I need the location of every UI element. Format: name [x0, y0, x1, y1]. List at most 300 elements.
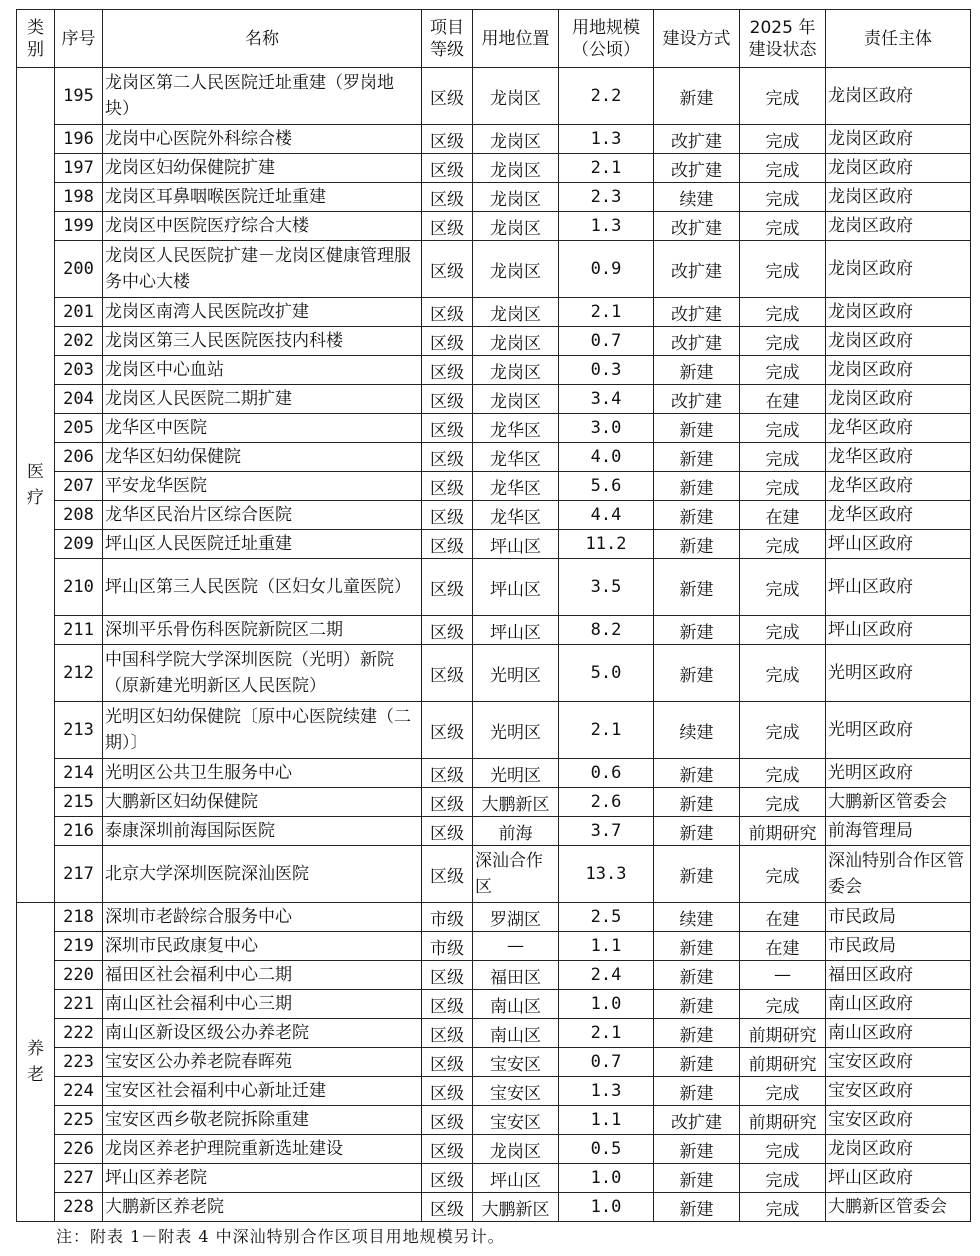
seq-cell: 209: [55, 530, 103, 559]
location-cell: 龙华区: [473, 443, 559, 472]
table-row: [17, 212, 971, 241]
method-cell: 新建: [654, 530, 740, 559]
category-char: 养: [27, 1039, 44, 1059]
location-cell: 福田区: [473, 961, 559, 990]
owner-cell: 龙岗区政府: [826, 183, 971, 212]
table-row: [17, 702, 971, 759]
method-cell: 改扩建: [654, 125, 740, 154]
category-char: 医: [27, 462, 44, 482]
seq-cell: 208: [55, 501, 103, 530]
header-name: 名称: [103, 10, 422, 68]
method-cell: 新建: [654, 1135, 740, 1164]
name-cell: 龙岗区人民医院扩建－龙岗区健康管理服务中心大楼: [103, 241, 422, 298]
method-cell: 新建: [654, 1077, 740, 1106]
location-cell: 南山区: [473, 1019, 559, 1048]
status-cell: 完成: [740, 68, 826, 125]
name-cell: 光明区公共卫生服务中心: [103, 759, 422, 788]
method-cell: 新建: [654, 817, 740, 846]
seq-cell: 217: [55, 846, 103, 903]
status-cell: 完成: [740, 616, 826, 645]
seq-cell: 201: [55, 298, 103, 327]
seq-cell: 213: [55, 702, 103, 759]
status-cell: 完成: [740, 702, 826, 759]
seq-cell: 225: [55, 1106, 103, 1135]
name-cell: 龙岗区中心血站: [103, 356, 422, 385]
level-cell: 区级: [422, 1106, 473, 1135]
scale-cell: 0.5: [559, 1135, 654, 1164]
table-row: [17, 1048, 971, 1077]
status-cell: 完成: [740, 212, 826, 241]
table-row: [17, 990, 971, 1019]
location-cell: 龙岗区: [473, 183, 559, 212]
status-cell: 完成: [740, 645, 826, 702]
status-cell: 完成: [740, 788, 826, 817]
owner-cell: 龙岗区政府: [826, 298, 971, 327]
status-cell: 完成: [740, 530, 826, 559]
owner-cell: 龙岗区政府: [826, 1135, 971, 1164]
owner-cell: 坪山区政府: [826, 559, 971, 616]
scale-cell: 2.1: [559, 1019, 654, 1048]
seq-cell: 196: [55, 125, 103, 154]
scale-cell: 1.1: [559, 1106, 654, 1135]
table-row: [17, 559, 971, 616]
name-cell: 龙岗区南湾人民医院改扩建: [103, 298, 422, 327]
table-row: [17, 154, 971, 183]
seq-cell: 221: [55, 990, 103, 1019]
owner-cell: 市民政局: [826, 932, 971, 961]
scale-cell: 2.1: [559, 298, 654, 327]
level-cell: 区级: [422, 1193, 473, 1222]
table-row: [17, 846, 971, 903]
scale-cell: 2.1: [559, 702, 654, 759]
location-cell: 龙岗区: [473, 1135, 559, 1164]
status-cell: 完成: [740, 327, 826, 356]
header-seq: 序号: [55, 10, 103, 68]
level-cell: 区级: [422, 298, 473, 327]
status-cell: 完成: [740, 1135, 826, 1164]
location-cell: 龙岗区: [473, 154, 559, 183]
name-cell: 龙岗区第三人民医院医技内科楼: [103, 327, 422, 356]
scale-cell: 0.3: [559, 356, 654, 385]
seq-cell: 227: [55, 1164, 103, 1193]
seq-cell: 226: [55, 1135, 103, 1164]
owner-cell: 大鹏新区管委会: [826, 1193, 971, 1222]
status-cell: 前期研究: [740, 817, 826, 846]
level-cell: 区级: [422, 961, 473, 990]
scale-cell: 2.5: [559, 903, 654, 932]
seq-cell: 210: [55, 559, 103, 616]
level-cell: 区级: [422, 1164, 473, 1193]
owner-cell: 龙岗区政府: [826, 356, 971, 385]
table-row: [17, 472, 971, 501]
level-cell: 区级: [422, 616, 473, 645]
status-cell: 完成: [740, 1077, 826, 1106]
status-cell: 完成: [740, 1193, 826, 1222]
table-row: [17, 616, 971, 645]
method-cell: 新建: [654, 932, 740, 961]
scale-cell: 11.2: [559, 530, 654, 559]
status-cell: 完成: [740, 559, 826, 616]
owner-cell: 龙岗区政府: [826, 212, 971, 241]
table-row: [17, 327, 971, 356]
table-row: [17, 961, 971, 990]
owner-cell: 深汕特别合作区管委会: [826, 846, 971, 903]
status-cell: 在建: [740, 903, 826, 932]
level-cell: 区级: [422, 759, 473, 788]
owner-cell: 龙华区政府: [826, 472, 971, 501]
method-cell: 新建: [654, 559, 740, 616]
level-cell: 区级: [422, 1077, 473, 1106]
name-cell: 龙岗中心医院外科综合楼: [103, 125, 422, 154]
level-cell: 区级: [422, 327, 473, 356]
seq-cell: 205: [55, 414, 103, 443]
table-row: [17, 903, 971, 932]
table-row: [17, 1077, 971, 1106]
scale-cell: 1.0: [559, 990, 654, 1019]
name-cell: 深圳市老龄综合服务中心: [103, 903, 422, 932]
owner-cell: 龙岗区政府: [826, 327, 971, 356]
level-cell: 区级: [422, 846, 473, 903]
category-char: 疗: [27, 488, 44, 508]
owner-cell: 前海管理局: [826, 817, 971, 846]
seq-cell: 204: [55, 385, 103, 414]
level-cell: 区级: [422, 183, 473, 212]
status-cell: 在建: [740, 501, 826, 530]
location-cell: 前海: [473, 817, 559, 846]
method-cell: 改扩建: [654, 212, 740, 241]
status-cell: 完成: [740, 241, 826, 298]
location-cell: 龙华区: [473, 472, 559, 501]
location-cell: 光明区: [473, 645, 559, 702]
owner-cell: 龙华区政府: [826, 501, 971, 530]
header-scale: 用地规模 （公顷）: [559, 10, 654, 68]
location-cell: 龙岗区: [473, 298, 559, 327]
header-method: 建设方式: [654, 10, 740, 68]
owner-cell: 坪山区政府: [826, 1164, 971, 1193]
owner-cell: 宝安区政府: [826, 1077, 971, 1106]
location-cell: 龙岗区: [473, 125, 559, 154]
scale-cell: 3.5: [559, 559, 654, 616]
seq-cell: 223: [55, 1048, 103, 1077]
method-cell: 续建: [654, 702, 740, 759]
seq-cell: 199: [55, 212, 103, 241]
location-cell: 宝安区: [473, 1077, 559, 1106]
table-row: [17, 1019, 971, 1048]
name-cell: 龙岗区耳鼻咽喉医院迁址重建: [103, 183, 422, 212]
method-cell: 新建: [654, 1164, 740, 1193]
footnote: 注：附表 1－附表 4 中深汕特别合作区项目用地规模另计。: [56, 1227, 505, 1246]
method-cell: 新建: [654, 961, 740, 990]
name-cell: 坪山区人民医院迁址重建: [103, 530, 422, 559]
location-cell: 坪山区: [473, 616, 559, 645]
location-cell: 深汕合作区: [473, 846, 559, 903]
table-row: [17, 932, 971, 961]
seq-cell: 218: [55, 903, 103, 932]
level-cell: 区级: [422, 559, 473, 616]
location-cell: 龙华区: [473, 414, 559, 443]
location-cell: 光明区: [473, 759, 559, 788]
status-cell: 完成: [740, 443, 826, 472]
level-cell: 区级: [422, 385, 473, 414]
owner-cell: 光明区政府: [826, 759, 971, 788]
status-cell: 完成: [740, 846, 826, 903]
name-cell: 深圳市民政康复中心: [103, 932, 422, 961]
method-cell: 新建: [654, 68, 740, 125]
name-cell: 中国科学院大学深圳医院（光明）新院（原新建光明新区人民医院）: [103, 645, 422, 702]
method-cell: 续建: [654, 903, 740, 932]
status-cell: 完成: [740, 990, 826, 1019]
table-row: [17, 241, 971, 298]
level-cell: 区级: [422, 241, 473, 298]
status-cell: 完成: [740, 154, 826, 183]
level-cell: 区级: [422, 990, 473, 1019]
table-row: [17, 385, 971, 414]
scale-cell: 5.6: [559, 472, 654, 501]
table-row: [17, 125, 971, 154]
owner-cell: 大鹏新区管委会: [826, 788, 971, 817]
scale-cell: 1.1: [559, 932, 654, 961]
level-cell: 区级: [422, 68, 473, 125]
scale-cell: 0.7: [559, 1048, 654, 1077]
level-cell: 市级: [422, 932, 473, 961]
header-category: 类 别: [17, 10, 55, 68]
table-row: [17, 530, 971, 559]
header-row: [17, 10, 971, 68]
location-cell: 大鹏新区: [473, 788, 559, 817]
scale-cell: 8.2: [559, 616, 654, 645]
table-row: [17, 1193, 971, 1222]
location-cell: 宝安区: [473, 1106, 559, 1135]
seq-cell: 200: [55, 241, 103, 298]
name-cell: 福田区社会福利中心二期: [103, 961, 422, 990]
location-cell: 龙岗区: [473, 327, 559, 356]
status-cell: 完成: [740, 414, 826, 443]
location-cell: —: [473, 932, 559, 961]
method-cell: 新建: [654, 846, 740, 903]
level-cell: 区级: [422, 212, 473, 241]
seq-cell: 197: [55, 154, 103, 183]
owner-cell: 市民政局: [826, 903, 971, 932]
owner-cell: 龙华区政府: [826, 443, 971, 472]
method-cell: 新建: [654, 1193, 740, 1222]
status-cell: 完成: [740, 759, 826, 788]
scale-cell: 2.1: [559, 154, 654, 183]
name-cell: 平安龙华医院: [103, 472, 422, 501]
seq-cell: 211: [55, 616, 103, 645]
level-cell: 区级: [422, 443, 473, 472]
name-cell: 宝安区西乡敬老院拆除重建: [103, 1106, 422, 1135]
table-row: [17, 645, 971, 702]
scale-cell: 4.4: [559, 501, 654, 530]
name-cell: 宝安区公办养老院春晖苑: [103, 1048, 422, 1077]
name-cell: 大鹏新区妇幼保健院: [103, 788, 422, 817]
table-body: [17, 68, 971, 1222]
name-cell: 泰康深圳前海国际医院: [103, 817, 422, 846]
level-cell: 区级: [422, 125, 473, 154]
status-cell: —: [740, 961, 826, 990]
location-cell: 龙岗区: [473, 356, 559, 385]
method-cell: 改扩建: [654, 327, 740, 356]
owner-cell: 龙岗区政府: [826, 68, 971, 125]
seq-cell: 206: [55, 443, 103, 472]
name-cell: 光明区妇幼保健院〔原中心医院续建（二期）〕: [103, 702, 422, 759]
table-row: [17, 356, 971, 385]
table-row: [17, 759, 971, 788]
scale-cell: 2.3: [559, 183, 654, 212]
method-cell: 新建: [654, 759, 740, 788]
owner-cell: 龙岗区政府: [826, 241, 971, 298]
category-cell: [17, 903, 55, 1222]
scale-cell: 2.6: [559, 788, 654, 817]
owner-cell: 坪山区政府: [826, 530, 971, 559]
seq-cell: 207: [55, 472, 103, 501]
seq-cell: 222: [55, 1019, 103, 1048]
scale-cell: 5.0: [559, 645, 654, 702]
method-cell: 改扩建: [654, 241, 740, 298]
scale-cell: 1.0: [559, 1164, 654, 1193]
location-cell: 龙岗区: [473, 212, 559, 241]
method-cell: 续建: [654, 183, 740, 212]
header-owner: 责任主体: [826, 10, 971, 68]
status-cell: 在建: [740, 385, 826, 414]
owner-cell: 南山区政府: [826, 1019, 971, 1048]
seq-cell: 216: [55, 817, 103, 846]
scale-cell: 3.4: [559, 385, 654, 414]
table-row: [17, 1164, 971, 1193]
status-cell: 完成: [740, 183, 826, 212]
seq-cell: 214: [55, 759, 103, 788]
level-cell: 区级: [422, 356, 473, 385]
owner-cell: 龙岗区政府: [826, 385, 971, 414]
table-row: [17, 414, 971, 443]
status-cell: 完成: [740, 1164, 826, 1193]
location-cell: 龙岗区: [473, 241, 559, 298]
status-cell: 完成: [740, 298, 826, 327]
status-cell: 完成: [740, 356, 826, 385]
location-cell: 龙岗区: [473, 385, 559, 414]
status-cell: 在建: [740, 932, 826, 961]
name-cell: 龙岗区妇幼保健院扩建: [103, 154, 422, 183]
location-cell: 宝安区: [473, 1048, 559, 1077]
location-cell: 坪山区: [473, 1164, 559, 1193]
name-cell: 龙华区民治片区综合医院: [103, 501, 422, 530]
table-row: [17, 501, 971, 530]
scale-cell: 2.2: [559, 68, 654, 125]
method-cell: 新建: [654, 788, 740, 817]
method-cell: 新建: [654, 645, 740, 702]
owner-cell: 坪山区政府: [826, 616, 971, 645]
owner-cell: 龙岗区政府: [826, 154, 971, 183]
method-cell: 改扩建: [654, 298, 740, 327]
method-cell: 改扩建: [654, 385, 740, 414]
level-cell: 市级: [422, 903, 473, 932]
header-level: 项目 等级: [422, 10, 473, 68]
location-cell: 罗湖区: [473, 903, 559, 932]
owner-cell: 福田区政府: [826, 961, 971, 990]
status-cell: 前期研究: [740, 1019, 826, 1048]
name-cell: 坪山区养老院: [103, 1164, 422, 1193]
header-location: 用地位置: [473, 10, 559, 68]
method-cell: 改扩建: [654, 1106, 740, 1135]
seq-cell: 224: [55, 1077, 103, 1106]
level-cell: 区级: [422, 530, 473, 559]
scale-cell: 3.7: [559, 817, 654, 846]
seq-cell: 195: [55, 68, 103, 125]
level-cell: 区级: [422, 414, 473, 443]
scale-cell: 13.3: [559, 846, 654, 903]
location-cell: 光明区: [473, 702, 559, 759]
owner-cell: 光明区政府: [826, 702, 971, 759]
status-cell: 前期研究: [740, 1048, 826, 1077]
name-cell: 龙岗区人民医院二期扩建: [103, 385, 422, 414]
scale-cell: 2.4: [559, 961, 654, 990]
seq-cell: 215: [55, 788, 103, 817]
scale-cell: 1.3: [559, 212, 654, 241]
name-cell: 龙岗区第二人民医院迁址重建（罗岗地块）: [103, 68, 422, 125]
name-cell: 北京大学深圳医院深汕医院: [103, 846, 422, 903]
level-cell: 区级: [422, 788, 473, 817]
scale-cell: 1.0: [559, 1193, 654, 1222]
name-cell: 龙岗区养老护理院重新选址建设: [103, 1135, 422, 1164]
name-cell: 龙华区中医院: [103, 414, 422, 443]
table-row: [17, 68, 971, 125]
level-cell: 区级: [422, 1048, 473, 1077]
header-status: 2025 年 建设状态: [740, 10, 826, 68]
seq-cell: 219: [55, 932, 103, 961]
name-cell: 宝安区社会福利中心新址迁建: [103, 1077, 422, 1106]
method-cell: 新建: [654, 443, 740, 472]
level-cell: 区级: [422, 1019, 473, 1048]
name-cell: 大鹏新区养老院: [103, 1193, 422, 1222]
level-cell: 区级: [422, 645, 473, 702]
location-cell: 南山区: [473, 990, 559, 1019]
method-cell: 新建: [654, 616, 740, 645]
name-cell: 坪山区第三人民医院（区妇女儿童医院）: [103, 559, 422, 616]
name-cell: 龙岗区中医院医疗综合大楼: [103, 212, 422, 241]
seq-cell: 228: [55, 1193, 103, 1222]
table-row: [17, 1106, 971, 1135]
scale-cell: 0.7: [559, 327, 654, 356]
owner-cell: 宝安区政府: [826, 1048, 971, 1077]
method-cell: 新建: [654, 1048, 740, 1077]
level-cell: 区级: [422, 1135, 473, 1164]
table-row: [17, 788, 971, 817]
method-cell: 新建: [654, 356, 740, 385]
scale-cell: 0.6: [559, 759, 654, 788]
scale-cell: 4.0: [559, 443, 654, 472]
method-cell: 新建: [654, 472, 740, 501]
level-cell: 区级: [422, 154, 473, 183]
category-char: 老: [27, 1065, 44, 1085]
name-cell: 南山区新设区级公办养老院: [103, 1019, 422, 1048]
table-row: [17, 1135, 971, 1164]
level-cell: 区级: [422, 472, 473, 501]
table-row: [17, 183, 971, 212]
level-cell: 区级: [422, 702, 473, 759]
location-cell: 龙华区: [473, 501, 559, 530]
owner-cell: 龙华区政府: [826, 414, 971, 443]
category-cell: [17, 68, 55, 903]
location-cell: 坪山区: [473, 530, 559, 559]
seq-cell: 198: [55, 183, 103, 212]
method-cell: 新建: [654, 990, 740, 1019]
scale-cell: 0.9: [559, 241, 654, 298]
owner-cell: 宝安区政府: [826, 1106, 971, 1135]
location-cell: 龙岗区: [473, 68, 559, 125]
owner-cell: 南山区政府: [826, 990, 971, 1019]
seq-cell: 212: [55, 645, 103, 702]
name-cell: 南山区社会福利中心三期: [103, 990, 422, 1019]
